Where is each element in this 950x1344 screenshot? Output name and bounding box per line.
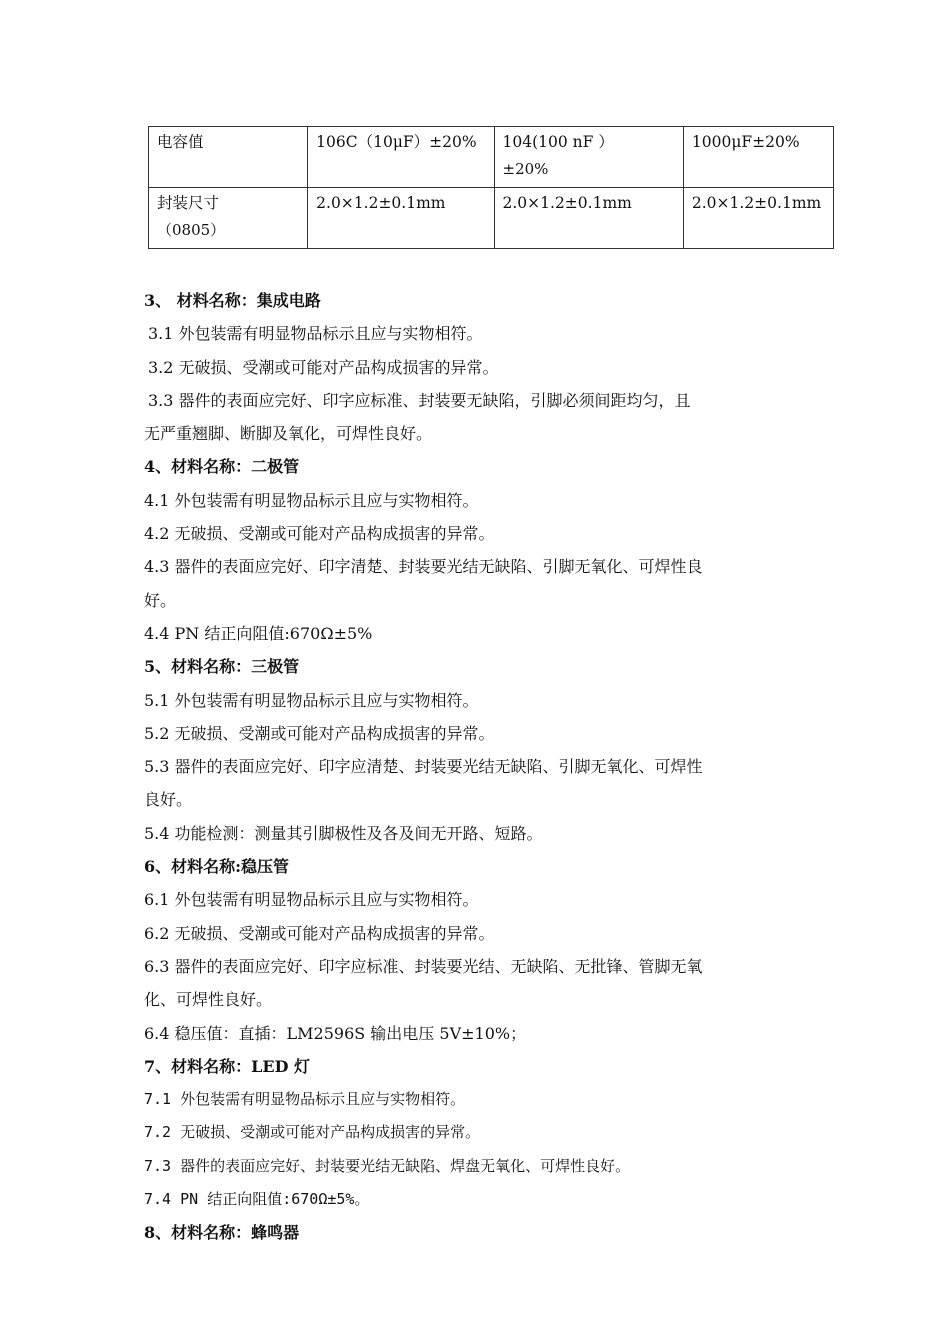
paragraph-line: 7.1 外包装需有明显物品标示且应与实物相符。 — [144, 1090, 466, 1109]
paragraph-line: 5.1 外包装需有明显物品标示且应与实物相符。 — [144, 690, 479, 710]
paragraph-line: 无严重翘脚、断脚及氧化，可焊性良好。 — [144, 424, 433, 444]
document-body — [144, 284, 814, 1250]
row-label-text: 封装尺寸 — [157, 194, 220, 212]
table-row — [149, 188, 834, 249]
row-label-text: 电容值 — [157, 133, 204, 151]
cell-value: 106C（10μF）±20% — [316, 133, 477, 151]
table-cell — [494, 188, 683, 249]
paragraph-line: 6.1 外包装需有明显物品标示且应与实物相符。 — [144, 890, 479, 910]
paragraph-line: 良好。 — [144, 790, 193, 810]
section-heading: 5、材料名称：三极管 — [144, 657, 300, 677]
paragraph-line: 7.2 无破损、受潮或可能对产品构成损害的异常。 — [144, 1123, 481, 1142]
table-cell — [683, 127, 833, 188]
cell-value: 2.0×1.2±0.1mm — [316, 194, 446, 212]
row-label — [149, 127, 308, 188]
section-heading: 6、材料名称:稳压管 — [144, 857, 290, 877]
spec-table — [148, 126, 834, 249]
table-row — [149, 127, 834, 188]
cell-value: 2.0×1.2±0.1mm — [502, 194, 632, 212]
row-label-sub: （0805） — [157, 221, 226, 239]
paragraph-line: 4.3 器件的表面应完好、印字清楚、封装要光结无缺陷、引脚无氧化、可焊性良 — [144, 557, 703, 577]
section-heading: 3、 材料名称：集成电路 — [144, 291, 321, 310]
paragraph-line: 3.2 无破损、受潮或可能对产品构成损害的异常。 — [148, 357, 499, 377]
table-cell — [683, 188, 833, 249]
paragraph-line: 6.3 器件的表面应完好、印字应标准、封装要光结、无缺陷、无批锋、管脚无氧 — [144, 956, 703, 976]
paragraph-line: 6.4 稳压值：直插：LM2596S 输出电压 5V±10%； — [144, 1023, 527, 1043]
cell-value: 2.0×1.2±0.1mm — [691, 194, 822, 212]
paragraph-line: 好。 — [144, 590, 177, 610]
paragraph-line: 7.4 PN 结正向阻值:670Ω±5%。 — [144, 1190, 370, 1209]
paragraph-line: 7.3 器件的表面应完好、封装要光结无缺陷、焊盘无氧化、可焊性良好。 — [144, 1156, 631, 1175]
cell-value: 1000μF±20% — [691, 133, 800, 151]
table-cell — [494, 127, 683, 188]
table-cell — [308, 188, 494, 249]
section-heading: 7、材料名称：LED 灯 — [144, 1056, 311, 1076]
paragraph-line: 5.2 无破损、受潮或可能对产品构成损害的异常。 — [144, 723, 495, 743]
section-heading: 4、材料名称：二极管 — [144, 457, 300, 477]
paragraph-line: 3.1 外包装需有明显物品标示且应与实物相符。 — [148, 324, 483, 344]
paragraph-line: 4.1 外包装需有明显物品标示且应与实物相符。 — [144, 490, 479, 510]
paragraph-line: 4.4 PN 结正向阻值:670Ω±5% — [144, 623, 373, 643]
paragraph-line: 3.3 器件的表面应完好、印字应标准、封装要无缺陷，引脚必须间距均匀，且 — [148, 390, 691, 410]
section-heading: 8、材料名称：蜂鸣器 — [144, 1223, 300, 1243]
paragraph-line: 5.4 功能检测：测量其引脚极性及各及间无开路、短路。 — [144, 823, 543, 843]
paragraph-line: 6.2 无破损、受潮或可能对产品构成损害的异常。 — [144, 923, 495, 943]
table-cell — [308, 127, 494, 188]
paragraph-line: 4.2 无破损、受潮或可能对产品构成损害的异常。 — [144, 524, 495, 544]
paragraph-line: 5.3 器件的表面应完好、印字应清楚、封装要光结无缺陷、引脚无氧化、可焊性 — [144, 757, 703, 777]
row-label — [149, 188, 308, 249]
cell-value-continued: ±20% — [502, 160, 549, 178]
paragraph-line: 化、可焊性良好。 — [144, 990, 273, 1010]
cell-value: 104(100 nF ） — [502, 133, 614, 151]
